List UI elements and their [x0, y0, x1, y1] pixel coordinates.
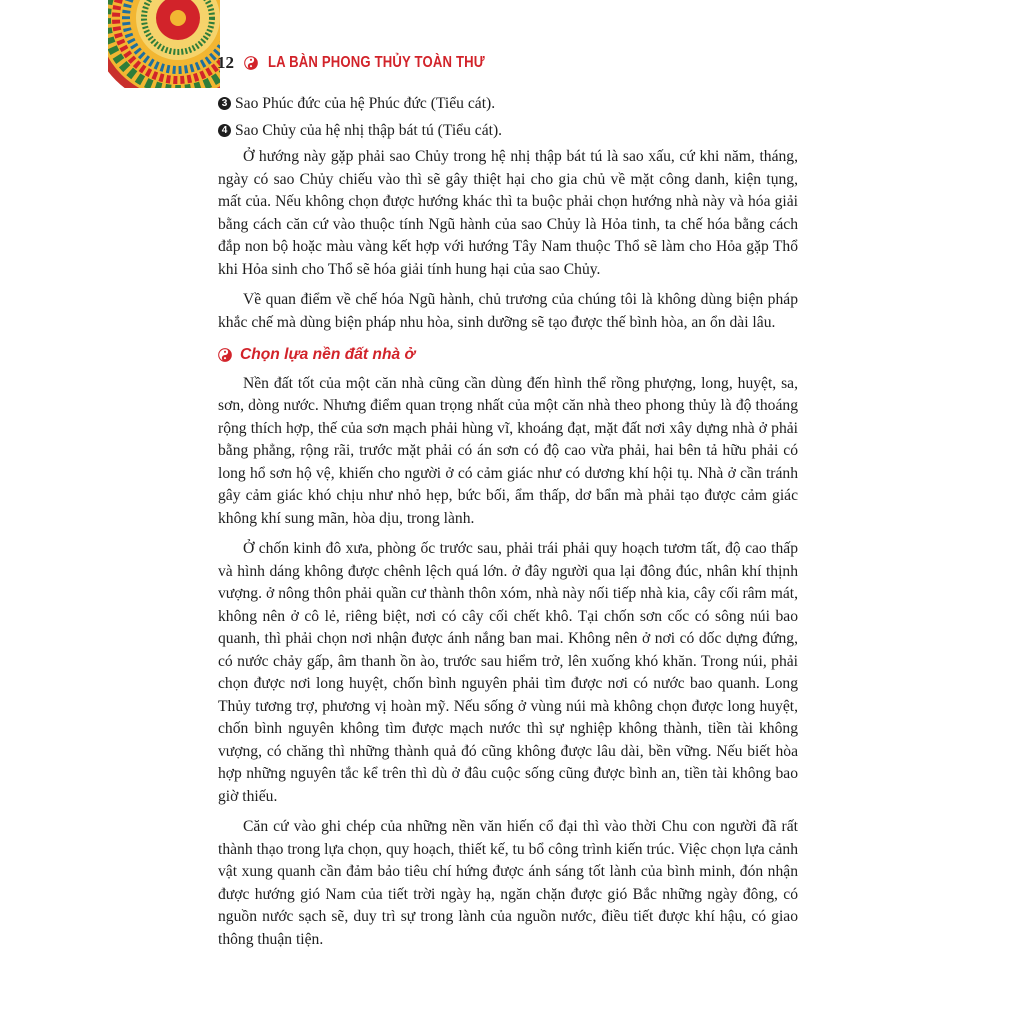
- paragraph: Ở chốn kinh đô xưa, phòng ốc trước sau, phải trái phải quy hoạch tươm tất, độ cao thấp và hình dáng không được chênh lệch quá lớn. ở đây người qua lại đông đúc, nhân khí thịnh vượng. ở nông thôn phải quần cư thành thôn xóm, nhà này nối tiếp nhà kia, cây cối râm mát, không nên ở cô lẻ, riêng biệt, nơi có cây cối chết khô. Tại chốn sơn cốc có sông núi bao quanh, thì phải chọn nơi nhận được ánh nắng ban mai. Không nên ở nơi có dốc dựng đứng, có nước chảy gấp, âm thanh ồn ào, trước sau hiểm trở, lên xuống khó khăn. Trong núi, phải chọn được nơi long huyệt, chốn bình nguyên phải tìm được nơi có nước bao quanh. Long Thủy tương trợ, phương vị hoàn mỹ. Nếu sống ở vùng núi mà không chọn được long huyệt, chốn bình nguyên không tìm được mạch nước thì sự nghiệp không thành, tiền tài không vượng, có chăng thì những thành quả đó cũng không được lâu dài, bền vững. Nếu biết hòa hợp những nguyên tắc kể trên thì dù ở đâu cuộc sống cũng được bình an, tiền tài không bao giờ thiếu.: [218, 540, 798, 805]
- paragraph: Nền đất tốt của một căn nhà cũng cần dùng đến hình thể rồng phượng, long, huyệt, sa, sơn, dòng nước. Nhưng điểm quan trọng nhất của một căn nhà theo phong thủy là độ thoáng rộng thích hợp, thế của sơn mạch phải hùng vĩ, khoáng đạt, mặt đất nơi xây dựng nhà ở phải bằng phẳng, rộng rãi, trước mặt phải có án sơn có độ cao vừa phải, hai bên tả hữu phải có long hổ sơn hộ vệ, khiến cho người ở có cảm giác như có dương khí hội tụ. Nhà ở cần tránh gây cảm giác khó chịu như nhỏ hẹp, bức bối, ẩm thấp, dơ bẩn mà phải tạo được cảm giác không khí sung mãn, hòa dịu, trong lành.: [218, 374, 798, 527]
- page-body: [218, 93, 798, 951]
- running-title: LA BÀN PHONG THỦY TOÀN THƯ: [268, 54, 485, 71]
- feng-shui-compass-decoration: [108, 0, 220, 88]
- yin-yang-icon: [218, 348, 232, 362]
- page-number: 12: [217, 53, 234, 72]
- running-header: [217, 52, 532, 74]
- number-badge: 4: [218, 124, 231, 137]
- compass-icon: [108, 0, 220, 88]
- list-item: [218, 93, 798, 116]
- yin-yang-icon: [244, 56, 258, 70]
- number-badge: 3: [218, 97, 231, 110]
- list-item: [218, 120, 798, 143]
- list-item-text: Sao Chủy của hệ nhị thập bát tú (Tiểu cát).: [235, 121, 503, 139]
- section-heading: [218, 344, 798, 367]
- list-item-text: Sao Phúc đức của hệ Phúc đức (Tiểu cát).: [235, 95, 496, 112]
- paragraph: Căn cứ vào ghi chép của những nền văn hiến cổ đại thì vào thời Chu con người đã rất thành thạo trong lựa chọn, quy hoạch, thiết kế, tu bổ công trình kiến trúc. Việc chọn lựa cảnh vật xung quanh cần đảm bảo tiêu chí hứng được ánh sáng tốt lành của bình minh, đón nhận được hướng gió Nam của tiết trời ngày hạ, ngăn chặn được gió Bắc những ngày đông, có nguồn nước sạch sẽ, duy trì sự trong lành của nguồn nước, điều tiết được khí hậu, có giao thông thuận tiện.: [218, 818, 798, 948]
- section-title: Chọn lựa nền đất nhà ở: [240, 346, 415, 363]
- paragraph: Ở hướng này gặp phải sao Chủy trong hệ nhị thập bát tú là sao xấu, cứ khi năm, tháng, ngày có sao Chủy chiếu vào thì sẽ gây thiệt hại cho gia chủ về mặt công danh, kiện tụng, mất của. Nếu không chọn được hướng khác thì ta buộc phải chọn hướng nhà này và hóa giải bằng cách căn cứ vào thuộc tính Ngũ hành của sao Chủy là Hỏa tinh, ta chế hóa bằng cách đắp non bộ hoặc màu vàng kết hợp với hướng Tây Nam thuộc Thổ sẽ làm cho Hỏa gặp Thổ khi Hỏa sinh cho Thổ sẽ hóa giải tính hung hại của sao Chủy.: [218, 148, 798, 278]
- paragraph: Về quan điểm về chế hóa Ngũ hành, chủ trương của chúng tôi là không dùng biện pháp khắc chế mà dùng biện pháp nhu hòa, sinh dưỡng sẽ tạo được thế bình hòa, an ổn dài lâu.: [218, 291, 798, 331]
